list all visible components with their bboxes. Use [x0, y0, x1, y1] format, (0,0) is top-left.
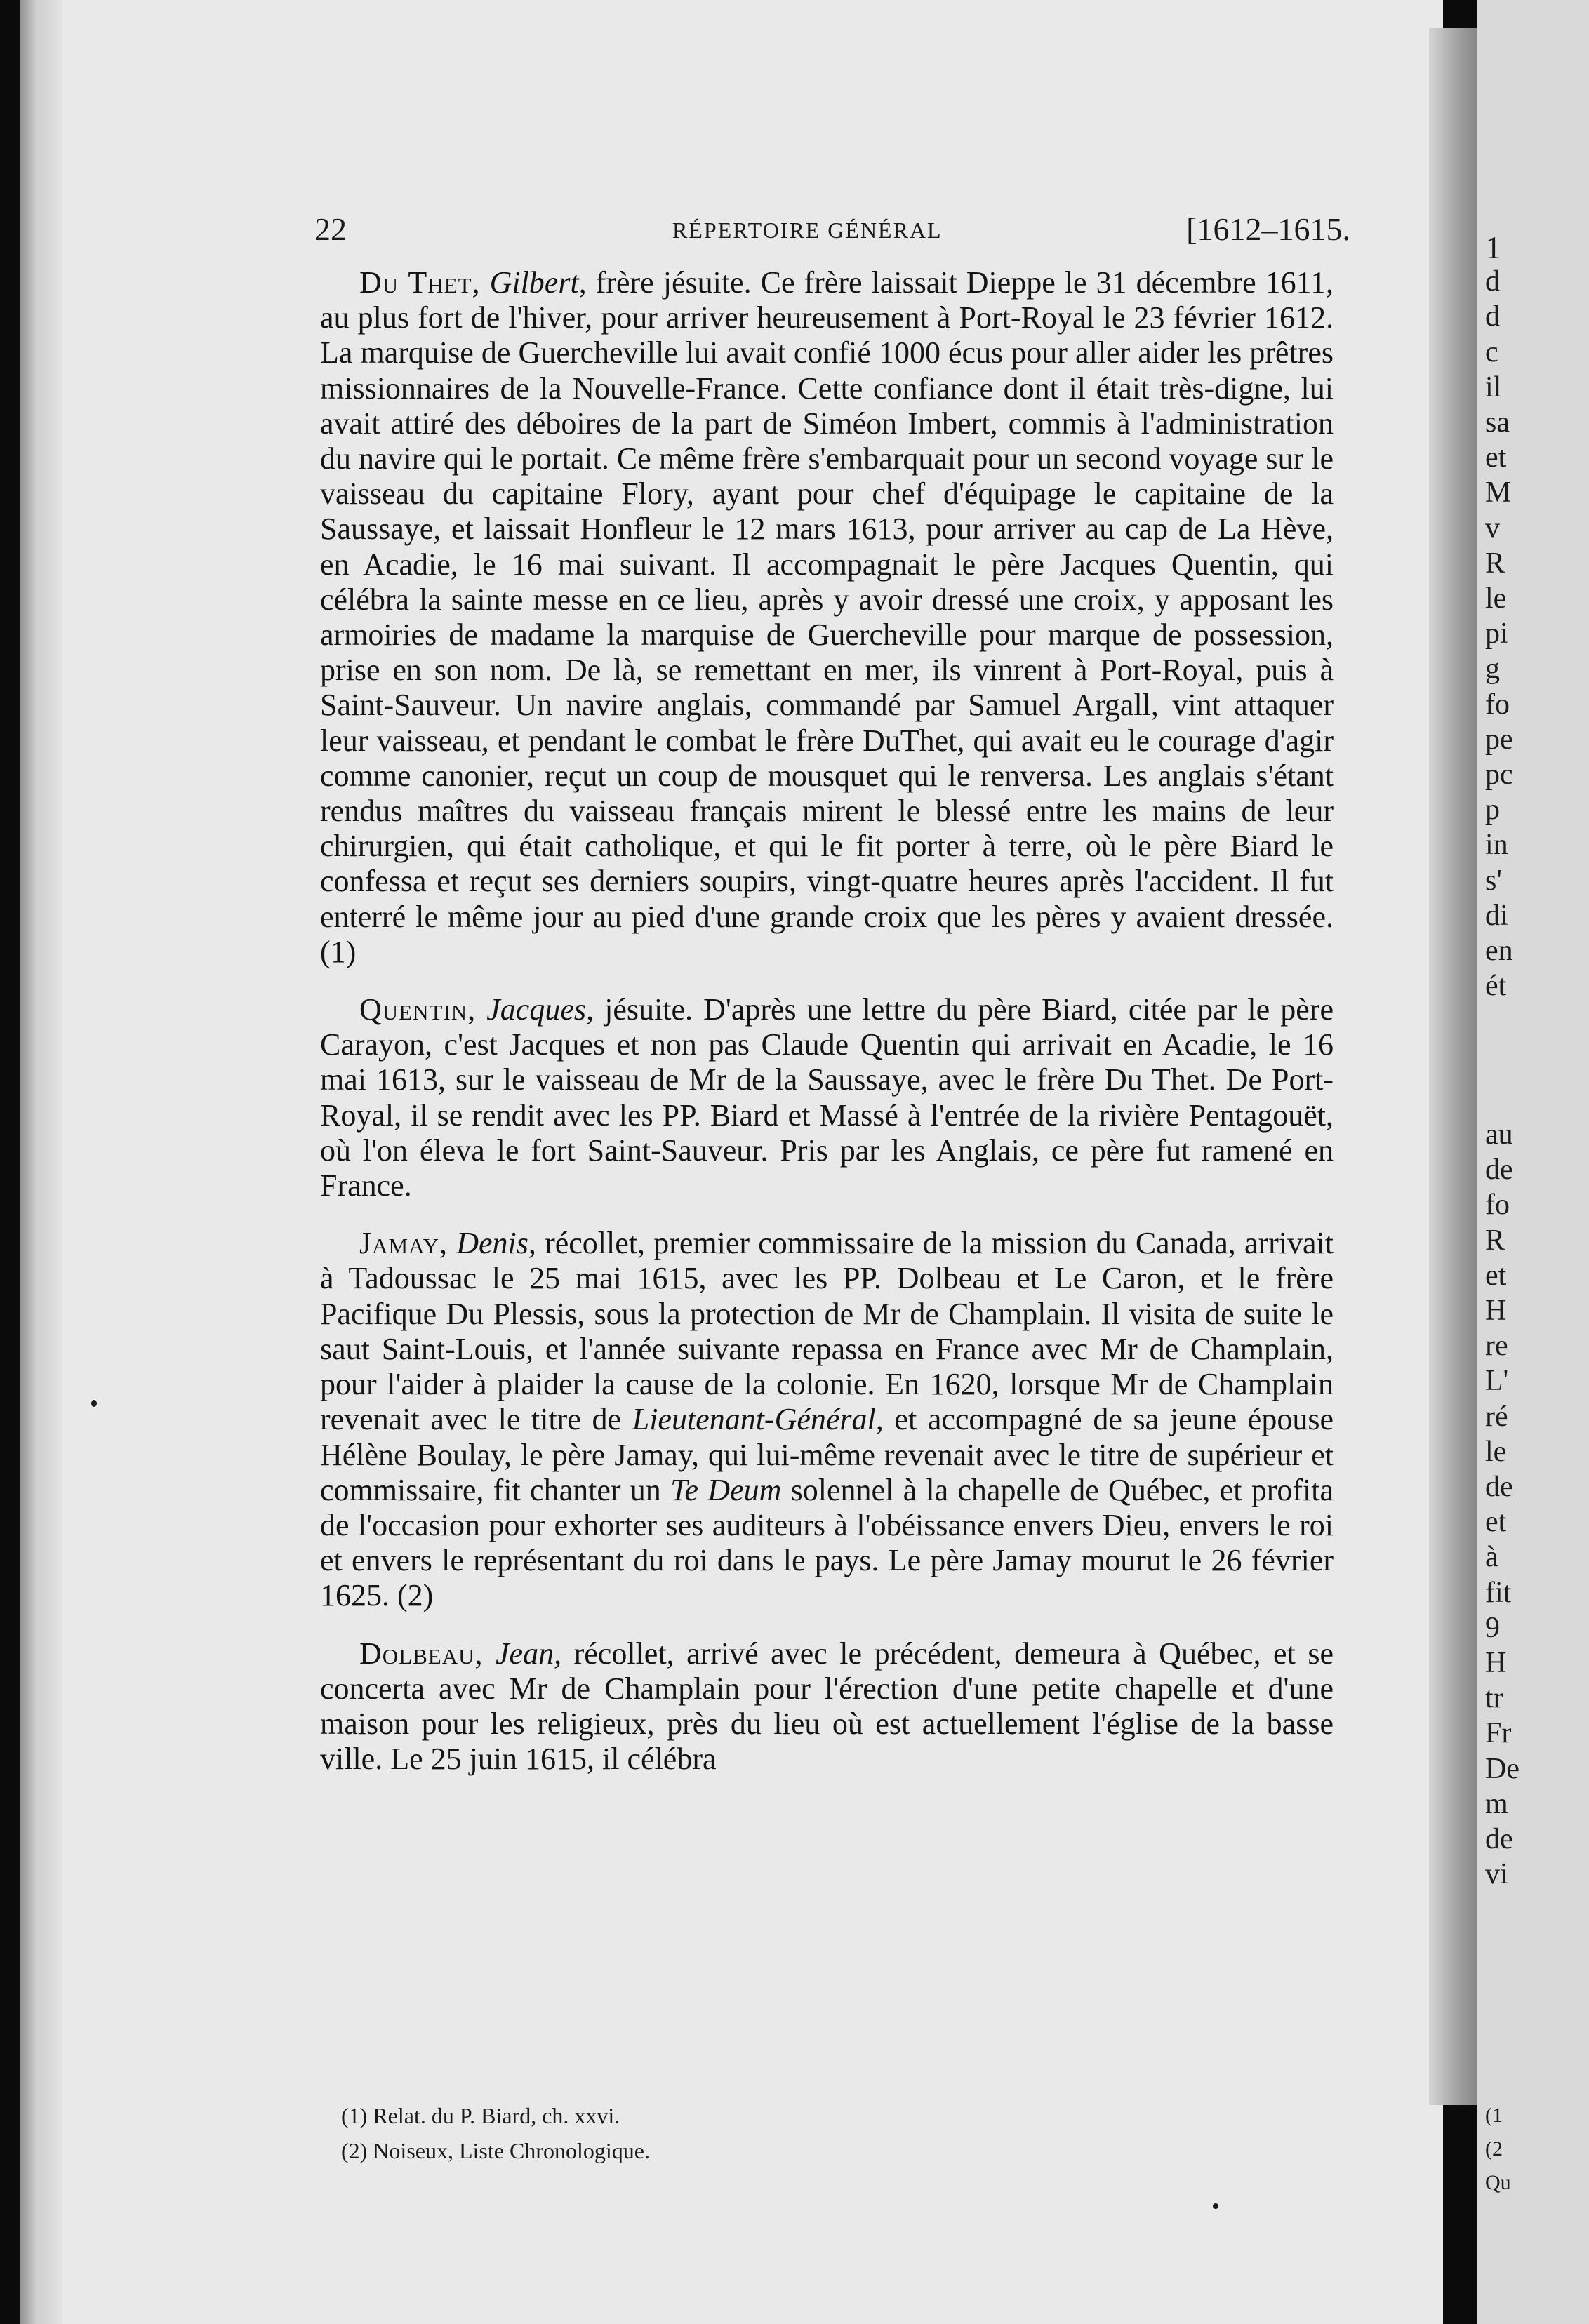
- page-number: 22: [314, 211, 347, 247]
- footnote-2: (2) Noiseux, Liste Chronologique.: [341, 2138, 650, 2163]
- facing-page-fragment: ét: [1485, 970, 1507, 1003]
- facing-page-fragment: L': [1485, 1365, 1509, 1398]
- facing-page-fragment: il: [1485, 370, 1502, 403]
- facing-page-fragment: R: [1485, 547, 1505, 580]
- facing-page-fragment: De: [1485, 1752, 1520, 1785]
- facing-page-fragment: d: [1485, 265, 1500, 298]
- page-body: [320, 265, 1334, 1799]
- entry-du-thet: [320, 265, 1334, 970]
- entry-italic-title: Te Deum: [670, 1472, 782, 1507]
- facing-page-fragment: vi: [1485, 1858, 1508, 1891]
- entry-name: Du Thet,: [359, 265, 481, 300]
- entry-jamay: [320, 1226, 1334, 1613]
- facing-page-fragment: et: [1485, 1506, 1507, 1539]
- entry-italic-title: Lieutenant-Général,: [632, 1402, 884, 1437]
- page-gutter-shadow: [20, 0, 62, 2324]
- facing-page: [1477, 0, 1589, 2324]
- facing-page-fragment: au: [1485, 1118, 1513, 1151]
- entry-text: et accompagné de sa jeune épouse Hélène Boulay, le père Jamay, qui lui-même revenait avec le titre de supérieur et commissaire, fit chanter un: [320, 1402, 1334, 1507]
- facing-page-fragment: à: [1485, 1541, 1498, 1574]
- facing-page-fragment: v: [1485, 512, 1500, 545]
- facing-page-fragment: g: [1485, 653, 1500, 686]
- entry-name: Jamay,: [359, 1226, 448, 1261]
- entry-given-name: Jacques,: [486, 992, 594, 1027]
- facing-page-fragment: p: [1485, 794, 1500, 827]
- facing-page-fragment: fo: [1485, 1189, 1510, 1222]
- facing-page-fragment: s': [1485, 864, 1502, 897]
- entry-quentin: [320, 992, 1334, 1203]
- facing-page-fragment: (2: [1485, 2137, 1503, 2161]
- facing-page-fragment: H: [1485, 1295, 1507, 1327]
- facing-page-fragment: m: [1485, 1787, 1508, 1820]
- entry-text: récollet, arrivé avec le précédent, demeura à Québec, et se concerta avec Mr de Champlain pour l'érection d'une petite chapelle et d'une maison pour les religieux, près du lieu où est actuellement l'église de la basse ville. Le 25 juin 1615, il célébra: [320, 1636, 1334, 1777]
- ink-speck: [91, 1400, 97, 1407]
- entry-name: Quentin,: [359, 992, 477, 1027]
- facing-page-fragment: pc: [1485, 759, 1513, 791]
- facing-page-fragment: pi: [1485, 617, 1508, 650]
- footnote-1: (1) Relat. du P. Biard, ch. xxvi.: [341, 2103, 620, 2128]
- page-title: RÉPERTOIRE GÉNÉRAL: [672, 218, 943, 243]
- entry-text: jésuite. D'après une lettre du père Biard, citée par le père Carayon, c'est Jacques et non pas Claude Quentin qui arrivait en Acadie, le 16 mai 1613, sur le vaisseau de Mr de la Saussaye, avec le frère Du Thet. De Port-Royal, il se rendit avec les PP. Biard et Massé à l'entrée de la rivière Pentagouët, où l'on éleva le fort Saint-Sauveur. Pris par les Anglais, ce père fut ramené en France.: [320, 992, 1334, 1203]
- entry-text: frère jésuite. Ce frère laissait Dieppe le 31 décembre 1611, au plus fort de l'hiver, pour arriver heureusement à Port-Royal le 23 février 1612. La marquise de Guercheville lui avait confié 1000 écus pour aller aider les prêtres missionnaires de la Nouvelle-France. Cette confiance dont il était très-digne, lui avait attiré des déboires de la part de Siméon Imbert, commis à l'administration du navire qui le portait. Ce même frère s'embarquait pour un second voyage sur le vaisseau du capitaine Flory, ayant pour chef d'équipage le capitaine de la Saussaye, et laissait Honfleur le 12 mars 1613, pour arriver au cap de La Hève, en Acadie, le 16 mai suivant. Il accompagnait le père Jacques Quentin, qui célébra la sainte messe en ce lieu, après y avoir dressé une croix, y apposant les armoiries de madame la marquise de Guercheville pour marque de possession, prise en son nom. De là, se remettant en mer, ils vinrent à Port-Royal, puis à Saint-Sauveur. Un navire anglais, commandé par Samuel Argall, vint attaquer leur vaisseau, et pendant le combat le frère DuThet, qui avait eu le courage d'agir comme canonier, reçut un coup de mousquet qui le renversa. Les anglais s'étant rendus maîtres du vaisseau français mirent le blessé entre les mains de leur chirurgien, qui était catholique, et qui le fit porter à terre, où le père Biard le confessa et reçut ses derniers soupirs, vingt-quatre heures après l'accident. Il fut enterré le même jour au pied d'une grande croix que les pères y avaient dressée. (1): [320, 265, 1334, 969]
- facing-page-fragment: sa: [1485, 406, 1510, 439]
- facing-page-fragment: in: [1485, 829, 1508, 862]
- footnotes-block-real: [341, 2098, 650, 2168]
- entry-given-name: Gilbert,: [489, 265, 587, 300]
- facing-page-fragment: le: [1485, 1435, 1507, 1468]
- facing-page-fragment: (1: [1485, 2104, 1503, 2127]
- facing-page-fragment: H: [1485, 1647, 1507, 1679]
- facing-page-fragment: de: [1485, 1471, 1513, 1503]
- facing-page-fragment: Fr: [1485, 1717, 1512, 1750]
- date-range: [1612–1615.: [1186, 211, 1350, 247]
- facing-page-fragment: 9: [1485, 1611, 1500, 1644]
- facing-page-fragment: ré: [1485, 1400, 1508, 1433]
- facing-page-fragment: en: [1485, 935, 1513, 967]
- facing-page-fragment: et: [1485, 441, 1507, 474]
- facing-page-fragment: M: [1485, 476, 1512, 509]
- facing-page-fragment: tr: [1485, 1682, 1503, 1715]
- facing-page-fragment: pe: [1485, 723, 1513, 756]
- entry-given-name: Jean,: [496, 1636, 562, 1671]
- facing-page-fragment: fit: [1485, 1576, 1512, 1609]
- entry-text: solennel à la chapelle de Québec, et profita de l'occasion pour exhorter ses auditeurs à l'obéissance envers Dieu, envers le roi et envers le représentant du roi dans le pays. Le père Jamay mourut le 26 février 1625. (2): [320, 1472, 1334, 1613]
- entry-dolbeau: [320, 1636, 1334, 1777]
- facing-page-fragment: re: [1485, 1330, 1508, 1363]
- running-head: [314, 211, 1350, 253]
- facing-page-fragment: de: [1485, 1154, 1513, 1187]
- facing-page-fragment: R: [1485, 1224, 1505, 1257]
- facing-page-fragment: c: [1485, 335, 1498, 368]
- facing-page-fragment: et: [1485, 1259, 1507, 1292]
- entry-text: récollet, premier commissaire de la mission du Canada, arrivait à Tadoussac le 25 mai 1615, avec les PP. Dolbeau et Le Caron, et le frère Pacifique Du Plessis, sous la protection de Mr de Champlain. Il visita de suite le saut Saint-Louis, et l'année suivante repassa en France avec Mr de Champlain, pour l'aider à plaider la cause de la colonie. En 1620, lorsque Mr de Champlain revenait avec le titre de: [320, 1226, 1334, 1437]
- facing-page-fragment: Qu: [1485, 2171, 1511, 2194]
- facing-page-fragment: fo: [1485, 688, 1510, 721]
- entry-given-name: Denis,: [456, 1226, 536, 1261]
- facing-page-fragment: d: [1485, 300, 1500, 333]
- entry-name: Dolbeau,: [359, 1636, 484, 1671]
- facing-page-fragment: di: [1485, 899, 1508, 932]
- facing-page-fragment: 1: [1485, 229, 1501, 265]
- ink-speck: [1213, 2203, 1218, 2209]
- facing-page-fragment: de: [1485, 1823, 1513, 1855]
- facing-page-fragment: le: [1485, 582, 1507, 615]
